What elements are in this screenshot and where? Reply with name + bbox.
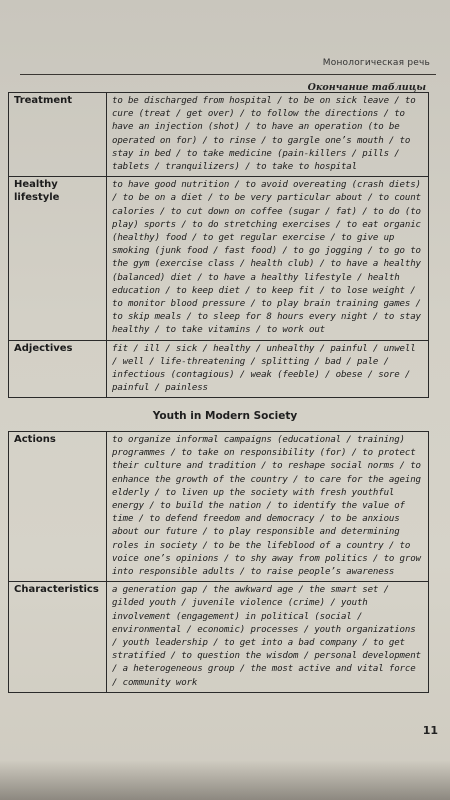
vocabulary-table-health: [8, 92, 429, 398]
row-label-actions: Actions: [9, 432, 107, 582]
page-number: 11: [422, 724, 438, 737]
table-row: [9, 582, 429, 693]
running-head-text: Монологическая речь: [322, 58, 430, 68]
row-text-actions: to organize informal campaigns (educational / training) programmes / to take on responsibility (for) / to protect their culture and tradition / to reshape social norms / to enhance the growth of the country / to care for the ageing elderly / to liven up the society with fresh youthful energy / to build the nation / to identify the value of time / to defend freedom and democracy / to be anxious about our future / to play responsible and determining roles in society / to be the lifeblood of a country / to voice one’s opinions / to shy away from politics / to grow into responsible adults / to raise people’s awareness: [107, 432, 429, 582]
table-row: [9, 340, 429, 398]
running-head: [20, 58, 436, 75]
row-label-adjectives: Adjectives: [9, 340, 107, 398]
page-shadow: [0, 760, 450, 800]
row-label-characteristics: Characteristics: [9, 582, 107, 693]
row-text-healthy-lifestyle: to have good nutrition / to avoid overeating (crash diets) / to be on a diet / to be very particular about / to count calories / to cut down on coffee (sugar / fat) / to do (to play) sports / to do stretching exercises / to eat organic (healthy) food / to get regular exercise / to give up smoking (junk food / fast food) / to go jogging / to go to the gym (exercise class / health club) / to have a healthy (balanced) diet / to have a healthy lifestyle / health education / to keep diet / to keep fit / to lose weight / to monitor blood pressure / to play brain training games / to skip meals / to sleep for 8 hours every night / to stay healthy / to take vitamins / to work out: [107, 177, 429, 340]
row-text-adjectives: fit / ill / sick / healthy / unhealthy / painful / unwell / well / life-threatening / splitting / bad / pale / infectious (contagious) / weak (feeble) / obese / sore / painful / painless: [107, 340, 429, 398]
row-text-characteristics: a generation gap / the awkward age / the smart set / gilded youth / juvenile violence (crime) / youth involvement (engagement) in political (social / environmental / economic) processes / youth organizations / youth leadership / to get into a bad company / to get stratified / to question the wisdom / personal development / a heterogeneous group / the most active and vital force / community work: [107, 582, 429, 693]
row-text-treatment: to be discharged from hospital / to be on sick leave / to cure (treat / get over) / to follow the directions / to have an injection (shot) / to have an operation (to be operated on for) / to rinse / to gargle one’s mouth / to stay in bed / to take medicine (pain-killers / pills / tablets / tranquilizers) / to take to hospital: [107, 93, 429, 177]
table-row: [9, 177, 429, 340]
table-row: [9, 432, 429, 582]
table-caption: Окончание таблицы: [307, 82, 426, 93]
vocabulary-table-youth: [8, 431, 429, 693]
row-label-healthy-lifestyle: Healthy lifestyle: [9, 177, 107, 340]
section-title: Youth in Modern Society: [152, 410, 298, 422]
row-label-treatment: Treatment: [9, 93, 107, 177]
table-row: [9, 93, 429, 177]
